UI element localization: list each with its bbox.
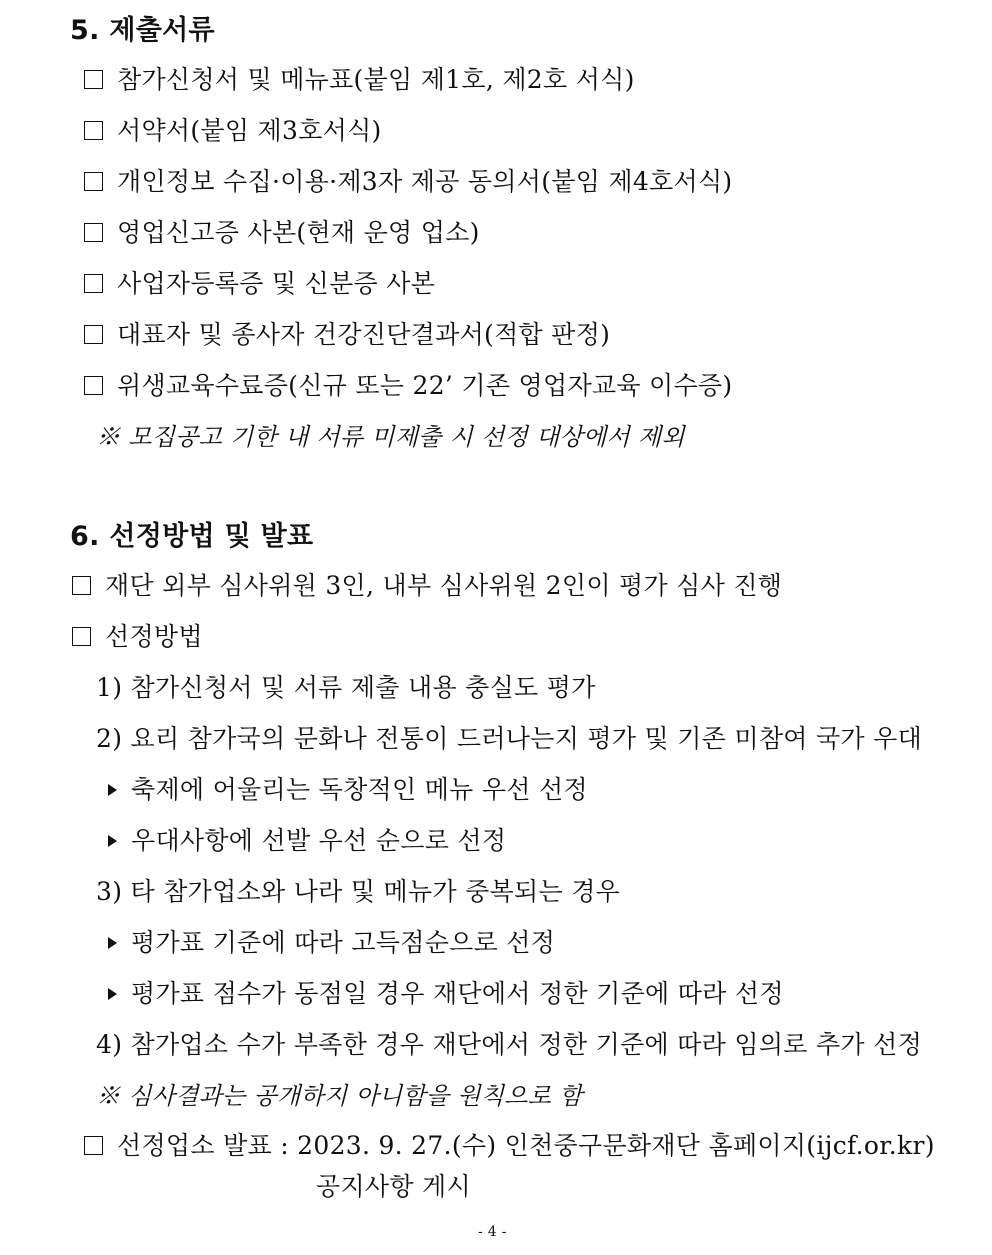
checkbox-icon bbox=[84, 274, 103, 293]
bullet-item: 평가표 점수가 동점일 경우 재단에서 정한 기준에 따라 선정 bbox=[108, 974, 784, 1010]
list-item: 참가신청서 및 메뉴표(붙임 제1호, 제2호 서식) bbox=[84, 60, 635, 96]
numbered-item: 1) 참가신청서 및 서류 제출 내용 충실도 평가 bbox=[96, 673, 596, 702]
section-6-note: ※ 심사결과는 공개하지 아니함을 원칙으로 함 bbox=[96, 1082, 583, 1110]
list-item: 사업자등록증 및 신분증 사본 bbox=[84, 264, 435, 300]
bullet-item: 평가표 기준에 따라 고득점순으로 선정 bbox=[108, 923, 555, 959]
numbered-item: 2) 요리 참가국의 문화나 전통이 드러나는지 평가 및 기존 미참여 국가 우대 bbox=[96, 724, 923, 753]
list-item: 선정업소 발표 : 2023. 9. 27.(수) 인천중구문화재단 홈페이지(ijcf.or.kr) bbox=[84, 1126, 935, 1162]
section-6-heading: 6. 선정방법 및 발표 bbox=[70, 521, 314, 552]
checkbox-icon bbox=[84, 121, 103, 140]
list-item: 개인정보 수집·이용·제3자 제공 동의서(붙임 제4호서식) bbox=[84, 162, 732, 198]
announce-continuation: 공지사항 게시 bbox=[316, 1172, 471, 1201]
checkbox-icon bbox=[84, 223, 103, 242]
triangle-bullet-icon bbox=[108, 937, 117, 949]
list-item: 재단 외부 심사위원 3인, 내부 심사위원 2인이 평가 심사 진행 bbox=[72, 566, 782, 602]
checkbox-icon bbox=[72, 627, 91, 646]
triangle-bullet-icon bbox=[108, 784, 117, 796]
checkbox-icon bbox=[84, 172, 103, 191]
checkbox-icon bbox=[84, 70, 103, 89]
checkbox-icon bbox=[84, 325, 103, 344]
checkbox-icon bbox=[72, 576, 91, 595]
bullet-item: 축제에 어울리는 독창적인 메뉴 우선 선정 bbox=[108, 770, 588, 806]
checkbox-icon bbox=[84, 1136, 103, 1155]
checkbox-icon bbox=[84, 376, 103, 395]
triangle-bullet-icon bbox=[108, 988, 117, 1000]
section-5-heading: 5. 제출서류 bbox=[70, 15, 215, 46]
numbered-item: 4) 참가업소 수가 부족한 경우 재단에서 정한 기준에 따라 임의로 추가 선정 bbox=[96, 1030, 923, 1059]
numbered-item: 3) 타 참가업소와 나라 및 메뉴가 중복되는 경우 bbox=[96, 877, 621, 906]
list-item: 대표자 및 종사자 건강진단결과서(적합 판정) bbox=[84, 315, 610, 351]
section-5-note: ※ 모집공고 기한 내 서류 미제출 시 선정 대상에서 제외 bbox=[96, 423, 685, 451]
list-item: 위생교육수료증(신규 또는 22’ 기존 영업자교육 이수증) bbox=[84, 366, 732, 402]
page-number: - 4 - bbox=[478, 1224, 507, 1240]
list-item: 선정방법 bbox=[72, 617, 203, 653]
triangle-bullet-icon bbox=[108, 835, 117, 847]
bullet-item: 우대사항에 선발 우선 순으로 선정 bbox=[108, 821, 506, 857]
list-item: 영업신고증 사본(현재 운영 업소) bbox=[84, 213, 480, 249]
list-item: 서약서(붙임 제3호서식) bbox=[84, 111, 382, 147]
